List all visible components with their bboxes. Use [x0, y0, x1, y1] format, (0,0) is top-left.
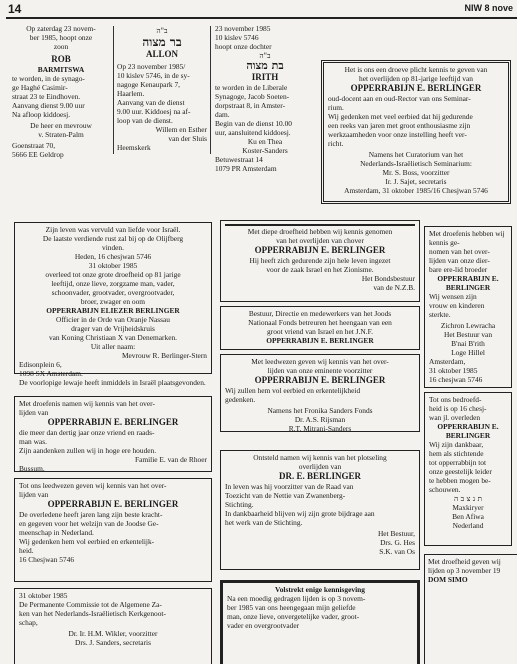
text-line: wan jl. overleden	[429, 413, 481, 422]
zwanenberg-stichting-notice	[220, 450, 420, 570]
text-line: Maxkiryer	[452, 503, 484, 512]
text-line: te worden, in de synago-	[12, 74, 85, 83]
text-line: die meer dan dertig jaar onze vriend en raads-	[19, 428, 155, 437]
deceased-name: OPPERRABIJN E. BERLINGER	[47, 499, 179, 509]
text-line: leeftijd, onze lieve, zorgzame man, vader,	[51, 279, 175, 288]
text-line: Met droefenis namen wij kennis van het over-	[19, 399, 155, 408]
body-text	[19, 510, 207, 555]
deceased-name: DR. E. BERLINGER	[278, 471, 361, 481]
text-line: Met diepe droefheid hebben wij kennis genomen	[247, 227, 393, 236]
text-line: Koster-Sanders	[242, 146, 288, 155]
deceased-name: OPPERRABIJN E. BERLINGER	[254, 375, 386, 385]
maxkiryer-notice	[424, 392, 512, 546]
text-line: een reeks van jaren met groot enthousiasme zijn	[328, 121, 471, 130]
ceremony-details	[117, 62, 207, 125]
text-line: Wij gedenken hem vol eerbied en erkentelijk-	[19, 537, 155, 546]
body-text	[19, 225, 207, 306]
signatories	[19, 629, 207, 647]
text-line: Wij wensen zijn	[429, 292, 477, 301]
text-line: tot opperrabbijn tot	[429, 458, 487, 467]
child-name: ALLON	[145, 49, 178, 59]
text-line: sterkte.	[429, 310, 451, 319]
text-line: Drs. G. Hes	[380, 538, 415, 547]
text-line: Mr. S. Boss, voorzitter	[382, 168, 450, 177]
text-line: De heer en mevrouw	[30, 121, 92, 130]
text-line: Haarlem.	[117, 89, 145, 98]
text-line: Met droefheid geven wij	[428, 557, 501, 566]
body-text	[429, 292, 507, 319]
nzb-condolence-notice	[220, 220, 420, 302]
text-line: Betuwestraat 14	[215, 155, 263, 164]
header-rule	[6, 17, 517, 19]
family-address	[19, 360, 207, 378]
text-line: broer, zwager en oom	[80, 297, 146, 306]
text-line: Wij zullen hem vol eerbied en erkentelijkheid	[225, 386, 361, 395]
family-names	[12, 121, 110, 139]
text-line: van het overlijden van chover	[276, 236, 364, 245]
text-line: Goenstraat 70,	[12, 141, 56, 150]
text-line: uur, aansluitend kiddoesj.	[215, 128, 291, 137]
body-text	[328, 94, 504, 148]
town: Bussum.	[19, 464, 45, 473]
text-line: bare ere-lid broeder	[429, 265, 488, 274]
deceased-name: OPPERRABIJN E. BERLINGER	[437, 422, 499, 440]
text-line: Op 23 november 1985/	[117, 62, 186, 71]
body-text	[227, 594, 413, 630]
text-line: van Koning Christiaan X van Denemarken.	[48, 333, 178, 342]
text-line: Met droefenis hebben wij kennis ge-	[429, 229, 505, 247]
text-line: Ben Afiwa	[452, 512, 484, 521]
text-line: Wij gedenken met veel eerbied dat hij gedurende	[328, 112, 473, 121]
text-line: vader en overgrootvader	[227, 621, 300, 630]
text-line: vinden.	[102, 243, 124, 252]
body-text	[19, 428, 207, 455]
intro-text	[428, 557, 514, 575]
text-line: drager van de Vrijheidskruis	[71, 324, 155, 333]
text-line: Aanvang dienst 9.00 uur	[12, 101, 85, 110]
intro-text	[225, 453, 415, 471]
text-line: In leven was hij voorzitter van de Raad van	[225, 482, 354, 491]
barmitswa-rob-notice	[12, 24, 110, 159]
body-text	[19, 600, 207, 627]
permanente-commissie-notice	[14, 588, 212, 664]
intro-text	[328, 65, 504, 83]
bnai-brith-condolence-notice	[424, 226, 512, 388]
intro-text	[19, 399, 207, 417]
text-line: 23 november 1985	[215, 24, 271, 33]
text-line: man was.	[19, 437, 47, 446]
signatories	[225, 406, 415, 433]
text-line: vrouw en kinderen	[429, 301, 485, 310]
signatories	[429, 321, 507, 357]
text-line: Officier in de Orde van Oranje Nassau	[56, 315, 170, 324]
text-line: heid is op 16 chesj-	[429, 404, 487, 413]
body-text	[225, 482, 415, 527]
text-line: groot vriend van Israel en het J.N.F.	[267, 327, 373, 336]
text-line: Bestuur, Directie en medewerkers van het Joods	[248, 309, 392, 318]
family-announcement-notice	[220, 580, 420, 664]
text-line: Nationaal Fonds betreuren het heengaan van een	[248, 318, 392, 327]
text-line: 31 oktober 1985	[88, 261, 138, 270]
deceased-name: OPPERRABIJN E. BERLINGER	[266, 336, 374, 345]
text-line: Het Bestuur van	[443, 330, 493, 339]
text-line: nomen van het over-	[429, 247, 490, 256]
text-line: gedenken.	[225, 395, 256, 404]
hebrew-tantsba: ת נ צ ב ה	[454, 494, 482, 503]
text-line: Dr. Ir. H.M. Wikler, voorzitter	[68, 629, 158, 638]
text-line: meenschap in Nederland.	[19, 528, 94, 537]
deceased-name: DOM SIMO	[428, 575, 468, 584]
text-line: lijden op 3 november 19	[428, 566, 501, 575]
text-line: hem als stichtende	[429, 449, 484, 458]
text-line: onze geestelijk leider	[429, 467, 492, 476]
text-line: te worden in de Liberale	[215, 83, 288, 92]
text-line: Ku en Thea	[247, 137, 283, 146]
announcement-title: Volstrekt enige kennisgeving	[275, 585, 365, 594]
text-line: werkzaamheden voor onze instelling heeft ver-	[328, 130, 467, 139]
text-line: 9.00 uur. Kiddoesj na af-	[117, 107, 191, 116]
text-line: nagoge Kenaupark 7,	[117, 80, 181, 89]
text-line: lijden van	[19, 490, 49, 499]
honours	[19, 315, 207, 342]
deceased-name: OPPERRABIJN E. BERLINGER	[350, 83, 482, 93]
text-line: ber 1985 van ons heengegaan mijn geliefde	[227, 603, 356, 612]
deceased-name: OPPERRABIJN E. BERLINGER	[254, 245, 386, 255]
ceremony-title: BARMITSWA	[37, 65, 85, 74]
family-address	[215, 155, 315, 173]
text-line: Zijn leven was vervuld van liefde voor Israël.	[45, 225, 181, 234]
text-line: richt.	[328, 139, 344, 148]
text-line: zoon	[53, 42, 69, 51]
text-line: De laatste verdiende rust zal bij op de Olijfberg	[42, 234, 184, 243]
text-line: Na een moedig gedragen lijden is op 3 novem-	[227, 594, 366, 603]
text-line: De overledene heeft jaren lang zijn beste kracht-	[19, 510, 163, 519]
parents-names	[117, 125, 207, 143]
text-line: Dr. A.S. Rijsman	[294, 415, 346, 424]
footer-text: De voorlopige lewaje heeft inmiddels in Israël plaatsgevonden.	[19, 378, 206, 387]
text-line: Synagoge, Jacob Soeten-	[215, 92, 290, 101]
deceased-name: OPPERRABIJN E. BERLINGER	[47, 417, 179, 427]
text-line: Het Bondsbestuur	[361, 274, 415, 283]
text-line: Aanvang van de dienst	[117, 98, 185, 107]
text-line: 16 chesjwan 5746	[429, 375, 483, 384]
date-line: 16 Chesjwan 5746	[19, 555, 75, 564]
text-line: ge Haghé Casimir-	[12, 83, 68, 92]
child-name: ROB	[51, 54, 71, 64]
text-line: 10 kislev 5746, in de sy-	[117, 71, 190, 80]
text-line: van der Sluis	[168, 134, 207, 143]
text-line: Loge Hillel	[451, 348, 485, 357]
text-line: Op zaterdag 23 novem-	[26, 24, 96, 33]
body-text	[429, 440, 507, 494]
text-line: 1079 PR Amsterdam	[215, 164, 277, 173]
text-line: Tot ons leedwezen geven wij kennis van het over-	[19, 481, 167, 490]
text-line: schouwen.	[429, 485, 461, 494]
text-line: lijden van	[19, 408, 49, 417]
hebrew-bh: ב"ה	[156, 26, 168, 35]
text-line: hoopt onze dochter	[215, 42, 272, 51]
signatories	[328, 150, 504, 186]
text-line: voor de zaak Israel en het Zionisme.	[266, 265, 374, 274]
intro-text	[429, 229, 507, 274]
date-line: 31 oktober 1985	[19, 591, 68, 600]
partial-right-notice	[424, 554, 517, 664]
family-address	[12, 141, 110, 159]
text-line: Drs. J. Sanders, secretaris	[75, 638, 151, 647]
text-line: het overlijden op 81-jarige leeftijd van	[359, 74, 473, 83]
text-line: Edisonplein 6,	[19, 360, 62, 369]
child-name: IRITH	[251, 72, 279, 82]
fronika-sanders-fonds-notice	[220, 354, 420, 432]
text-line: rium.	[328, 103, 344, 112]
text-line: Toezicht van de Nettie van Zwanenberg-	[225, 491, 346, 500]
text-line: loop van de dienst.	[117, 116, 173, 125]
text-line: Stichting.	[225, 500, 254, 509]
text-line: lijden van onze eminente voorzitter	[267, 366, 373, 375]
body-text	[225, 386, 415, 404]
intro-text	[215, 24, 315, 51]
text-line: man, onze lieve, onvergetelijke vader, groot-	[227, 612, 360, 621]
town: Heemskerk	[117, 143, 151, 152]
text-line: Begin van de dienst 10.00	[215, 119, 292, 128]
text-line: overleed tot onze grote droefheid op 81 jarige	[45, 270, 181, 279]
widow-name: Mevrouw R. Berlinger-Stern	[121, 351, 207, 360]
text-line: Ontsteld namen wij kennis van het plotseling	[253, 453, 387, 462]
text-line: Zichron Lewracha	[440, 321, 496, 330]
text-line: het werk van de Stichting.	[225, 518, 303, 527]
text-line: Heden, 16 chesjwan 5746	[74, 252, 152, 261]
family-death-notice	[14, 222, 212, 387]
text-line: Nederlands-Israëlietisch Seminarium:	[360, 159, 472, 168]
bat-mitswa-irith-notice	[215, 24, 315, 173]
text-line: 31 oktober 1985	[429, 366, 478, 375]
text-line: Namens het Fronika Sanders Fonds	[267, 406, 373, 415]
seminarium-condolence-notice	[321, 60, 511, 204]
intro-text	[19, 481, 207, 499]
text-line: van de N.Z.B.	[373, 283, 415, 292]
text-line: ken van het Nederlands-Israëlietisch Kerkgenoot-	[19, 609, 166, 618]
signatories	[225, 274, 415, 292]
deceased-name: OPPERRABIJN ELIEZER BERLINGER	[46, 306, 180, 315]
intro-text	[429, 395, 507, 422]
intro-text	[225, 357, 415, 375]
text-line: schap,	[19, 618, 38, 627]
text-line: Het is ons een droeve plicht kennis te geven van	[344, 65, 488, 74]
intro-text	[225, 227, 415, 245]
text-line: Het Bestuur,	[377, 529, 415, 538]
text-line: B'nai B'rith	[451, 339, 485, 348]
signatories	[429, 503, 507, 530]
header-bar	[225, 224, 415, 226]
text-line: Namens het Curatorium van het	[368, 150, 464, 159]
text-line: overlijden van	[298, 462, 342, 471]
text-line: 5666 EE Geldrop	[12, 150, 64, 159]
date-line: Amsterdam, 31 oktober 1985/16 Chesjwan 5746	[344, 186, 488, 195]
text-line: oud-docent aan en oud-Rector van ons Seminar-	[328, 94, 471, 103]
text-line: ber 1985, hoopt onze	[29, 33, 93, 42]
hebrew-title: בר מצוה	[142, 35, 182, 49]
van-de-rhoer-notice	[14, 396, 212, 472]
text-line: Na afloop kiddoesj.	[12, 110, 71, 119]
jnf-condolence-notice	[220, 306, 420, 350]
text-line: straat 23 te Eindhoven.	[12, 92, 81, 101]
text-line: R.T. Mitrani-Sanders	[288, 424, 352, 433]
text-line: Willem en Esther	[155, 125, 207, 134]
text-line: Tot ons bedroefd-	[429, 395, 482, 404]
page-number: 14	[8, 2, 22, 16]
text-line: te hebben mogen be-	[429, 476, 491, 485]
body-text	[225, 256, 415, 274]
family-name: Familie E. van de Rhoer	[134, 455, 207, 464]
text-line: dorpstraat 8, in Amster-	[215, 101, 286, 110]
parents-names	[215, 137, 315, 155]
on-behalf-label: Uit aller naam:	[90, 342, 136, 351]
intro-text	[12, 24, 110, 51]
signatories	[225, 529, 415, 556]
text-line: lijden van onze dier-	[429, 256, 490, 265]
text-line: 1098 SX Amsterdam.	[19, 369, 83, 378]
text-line: heid.	[19, 546, 34, 555]
text-line: In dankbaarheid blijven wij zijn grote bijdrage aan	[225, 509, 375, 518]
hebrew-title: בת מצוה	[246, 59, 284, 72]
publication-title: NIW 8 nove	[464, 3, 513, 13]
date-line	[429, 357, 507, 384]
ceremony-details	[12, 74, 110, 119]
text-line: Amsterdam,	[429, 357, 466, 366]
text-line: v. Straten-Palm	[38, 130, 84, 139]
text-line: en gegeven voor het welzijn van de Joodse Ge-	[19, 519, 159, 528]
text-line: S.K. van Os	[379, 547, 415, 556]
bar-mitswa-allon-notice	[113, 26, 211, 154]
body-text	[225, 309, 415, 336]
text-line: Wij zijn dankbaar,	[429, 440, 484, 449]
text-line: Ir. J. Sajet, secretaris	[385, 177, 447, 186]
hebrew-bh: ב"ה	[259, 51, 271, 60]
ceremony-details	[215, 83, 315, 137]
text-line: dam.	[215, 110, 230, 119]
deceased-name: OPPERRABIJN E. BERLINGER	[437, 274, 499, 292]
text-line: Zijn aandenken zullen wij in hoge ere houden.	[19, 446, 157, 455]
text-line: De Permanente Commissie tot de Algemene Za-	[19, 600, 162, 609]
community-condolence-notice	[14, 478, 212, 582]
text-line: Nederland	[452, 521, 484, 530]
text-line: Hij heeft zich gedurende zijn hele leven ingezet	[249, 256, 391, 265]
text-line: 10 kislev 5746	[215, 33, 259, 42]
text-line: Met leedwezen geven wij kennis van het over-	[251, 357, 389, 366]
text-line: schoonvader, grootvader, overgrootvader,	[51, 288, 175, 297]
